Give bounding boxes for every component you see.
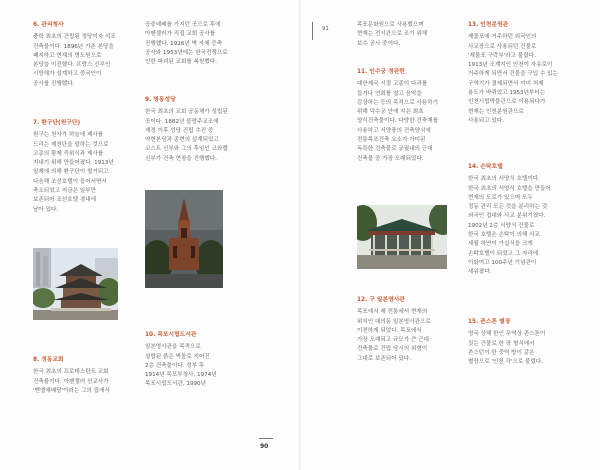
body-line: 드리는 제천단을 말하는 것으로: [33, 141, 109, 148]
body-line: 인천시립박물관으로 이용되다가: [468, 99, 546, 106]
entry-7: [33, 119, 141, 215]
body-line: 일제에 의해 환구단이 철거되고: [33, 169, 109, 176]
body-line: '벧엘예배당'이라는 그의 집에서: [33, 387, 110, 394]
body-line: 제물포에 거주하던 외국인의: [468, 34, 537, 41]
entry-body: [468, 330, 576, 367]
entry-13: [468, 21, 576, 126]
side-folio-rule: [312, 22, 313, 40]
entry-title: 9. 명동성당: [145, 97, 176, 103]
pavilion-image: [357, 205, 447, 269]
body-line: 고종의 황제 즉위식과 제사를: [33, 150, 104, 157]
body-line: 거주하게 되면서 건물을 구입 수 있는: [468, 71, 558, 78]
body-line: 신부가 건축 현장을 진행했다.: [145, 155, 217, 162]
body-line: 건축물 중 가장 오래되었다.: [357, 155, 424, 162]
body-line: 사교장으로 사용되던 건물로: [468, 43, 537, 50]
entry-body: [357, 308, 465, 364]
entry-body: [33, 33, 141, 89]
body-line: 충학 최초의 건립된 정당이자 석조: [33, 34, 116, 41]
body-line: 남아 있다.: [33, 206, 59, 213]
entry-title: 14. 손탁호텔: [468, 164, 503, 170]
body-line: 곳이다. 1882년 블랑주교조에: [145, 118, 219, 125]
entry-body: [357, 80, 465, 164]
body-line: 목포시립도서관, 1990년: [145, 381, 207, 388]
photo-jeonggwanheon: [357, 205, 447, 269]
folio-rule: [259, 438, 273, 439]
body-line: 구역기가 결제되면서 이미 처제: [468, 80, 544, 87]
body-line: 이화여고 100주년 기념관이: [468, 259, 537, 266]
entry-8: [33, 356, 141, 396]
body-line: 1913년 조계지인 인천이 자유로이: [468, 62, 553, 69]
body-line: 약현본당과 종현의 설계되었고: [145, 137, 219, 144]
body-line: 축소되었고 지금은 일부만: [33, 188, 96, 195]
entry-15: [468, 318, 576, 367]
body-line: 목포에서 제 전통에서 현재의: [357, 309, 428, 316]
entry-title: 10. 목포시립도서관: [145, 332, 197, 338]
entry-body: [145, 108, 253, 164]
body-line: 정동 관리 모든 것을 분리하는 것: [468, 204, 548, 211]
body-line: 2층 건축물이다. 정부 후: [145, 362, 205, 369]
body-line: 영국 상해 한인 무역상 존스톤이: [468, 331, 546, 338]
body-line: 1902년 2층 서양식 건물로: [468, 222, 535, 229]
body-line: 짓는 건물로 한 장 형식에서: [468, 340, 535, 347]
body-line: 한국 최초의 교회 공동체가 성립된: [145, 109, 228, 116]
page-gutter: [299, 0, 301, 470]
body-line: 세워졌다.: [468, 269, 492, 276]
body-line: 손탁호텔이 되었고 그 자리에: [468, 250, 539, 257]
body-line: 건축물이다. 1896년 기존 본당을: [33, 43, 114, 50]
body-line: 존스턴이 한 중역 방이 같은: [468, 349, 535, 356]
body-line: 세월 하얀이 가십식을 크게: [468, 241, 533, 248]
page-number-right: 91: [322, 26, 329, 32]
entry-10: [145, 331, 253, 390]
body-line: 그대로 보존되어 있다.: [357, 355, 411, 362]
entry-14: [468, 163, 576, 278]
entry-body: [145, 343, 253, 389]
body-line: 시방해가 설계하고 중국인이: [33, 71, 102, 78]
body-line: 현재는 인천분원관으로: [468, 108, 524, 115]
entry-title: 7. 환구단(원구단): [33, 120, 81, 126]
body-line: 한국 최초의 프로테스탄트 교회: [33, 369, 109, 376]
entry-body: [145, 21, 253, 67]
body-line: 보수 공사 중이다.: [357, 40, 401, 47]
body-line: 한국 최초의 서양식 호텔을 만들어: [468, 185, 551, 192]
entry-9: [145, 96, 253, 164]
body-line: 재경 이후 성당 건립 추진 중: [145, 127, 214, 134]
body-line: 현재는 전시관으로 조기 위해: [357, 31, 428, 38]
entry-title: 13. 인천분원관: [468, 22, 509, 28]
body-line: 다음해 조선호텔이 들어서면서: [33, 178, 107, 185]
cathedral-image: [145, 190, 223, 288]
body-line: '제물포 구락부'라고 불렸다.: [468, 52, 536, 59]
body-line: 진행했다. 1926년 벽 자체 증축: [145, 40, 223, 47]
body-line: 사용하고 서양풍의 건축양식에: [357, 127, 431, 134]
entry-6: [33, 21, 141, 89]
body-line: 들거나 연회를 열고 음악을: [357, 90, 422, 97]
body-line: 위치인 대의동 일본영사관으로: [357, 318, 431, 325]
entry-body: [468, 33, 576, 126]
body-line: 양식건축물이다. 다양한 건축재를: [357, 118, 438, 125]
entry-title: 15. 존스톤 별장: [468, 319, 511, 325]
entry-body: [33, 368, 141, 396]
body-line: 공사를 진행했다.: [33, 80, 75, 87]
body-line: 위해 덕수궁 안에 지은 최초: [357, 109, 424, 116]
body-line: 전통목조건축 요소가 가미된: [357, 137, 426, 144]
body-line: 한국 최초의 서양식 호텔이다.: [468, 176, 540, 183]
body-line: 이전하게 되었다. 목포에서: [357, 327, 422, 334]
body-line: 지내기 위해 만들어졌다. 1913년: [33, 160, 114, 167]
entry-title: 6. 관리청사: [33, 22, 64, 28]
body-line: 공사와 1953년에는 한국전쟁으로: [145, 49, 228, 56]
entry-body: [33, 131, 141, 215]
body-line: 한국 호텔은 손탁이 의해 사교: [468, 232, 540, 239]
entry-title: 12. 구 일본영사관: [357, 297, 405, 303]
entry-body: [468, 175, 576, 277]
entry-10-continued: [357, 21, 465, 49]
entry-title: 8. 정동교회: [33, 357, 64, 363]
body-line: 대한제국 시절 고종이 다과를: [357, 81, 428, 88]
photo-hwangudan: [33, 248, 118, 320]
body-line: 현재의 도로가 있으며 모두: [468, 194, 533, 201]
entry-11: [357, 68, 465, 164]
body-line: 본당을 이전했다. 프랑스 신부인: [33, 62, 111, 69]
body-line: 1914년 목포부청사, 1974년: [145, 372, 217, 379]
body-line: 감상하는 등의 목적으로 사용하기: [357, 99, 438, 106]
entry-6-continued: [145, 21, 253, 67]
body-line: 인한 파괴된 교회를 복원했다.: [145, 59, 217, 66]
body-line: 용도가 바뀌었고 1953년부터는: [468, 90, 546, 97]
body-line: 원구는 천자가 하늘에 제사를: [33, 132, 104, 139]
photo-myeongdong-cathedral: [145, 190, 223, 288]
body-line: 건축물이다. 아펜젤러 선교사가: [33, 378, 109, 385]
body-line: 독특한 건축물로 궁궐내의 근대: [357, 146, 433, 153]
body-line: 건축물로 건립 당시의 외형이: [357, 346, 428, 353]
entry-title: 11. 인수궁 정관헌: [357, 69, 405, 75]
entry-body: [357, 21, 465, 49]
body-line: 사용되고 있다.: [468, 117, 504, 124]
body-line: 별장으로 '인천 각'으로 불렸다.: [468, 359, 544, 366]
body-line: 외국인 접대와 사교 분위기였다.: [468, 213, 546, 220]
body-line: 공중예배를 가지던 곳으로 후에: [145, 22, 221, 28]
body-line: 일본영사관을 목적으로: [145, 344, 201, 351]
body-line: 아펜젤러가 직접 교회 공사를: [145, 31, 216, 38]
body-line: 설립된 붉은 벽돌로 지어진: [145, 353, 210, 360]
body-line: 가장 오래되고 규모가 큰 근대: [357, 337, 429, 344]
body-line: 보존되어 조선호텔 경내에: [33, 197, 96, 204]
body-line: 폐지하고 현재의 명도원으로: [33, 52, 102, 59]
page-number-left: 90: [260, 443, 269, 450]
pagoda-building-image: [33, 248, 118, 320]
entry-12: [357, 296, 465, 364]
body-line: 코스트 신부와 그의 후임인 코와렙: [145, 146, 228, 153]
body-line: 목포문화원으로 사용했으며: [357, 22, 424, 28]
